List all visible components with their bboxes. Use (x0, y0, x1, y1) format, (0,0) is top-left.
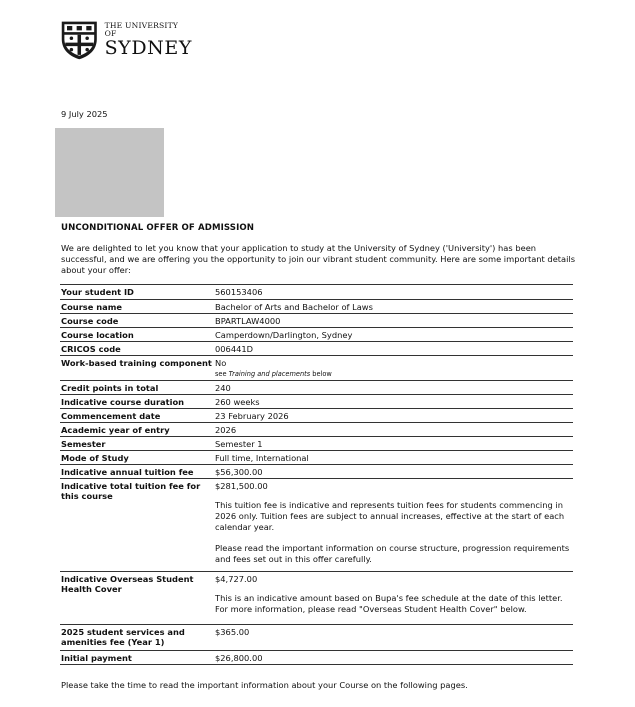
row-label: Indicative total tuition fee for this course (61, 481, 201, 501)
row-value: 2026 (215, 425, 237, 435)
row-label: Indicative annual tuition fee (61, 467, 194, 477)
row-value: $56,300.00 (215, 467, 263, 477)
intro-paragraph: We are delighted to let you know that your application to study at the University of Sydney ('University') has been successful, and we are offering you the opportunity to join our vibrant student community. Here are some important details about your offer: (61, 243, 576, 275)
row-value (214, 572, 573, 625)
row-label: Indicative Overseas Student Health Cover (61, 574, 194, 594)
row-label: Course code (61, 316, 119, 326)
row-value: BPARTLAW4000 (215, 316, 281, 326)
table-row (60, 625, 573, 651)
row-value: $365.00 (215, 627, 250, 637)
row-label: CRICOS code (61, 344, 121, 354)
row-label: 2025 student services and amenities fee (Year 1) (61, 627, 185, 647)
total-fee-note-1: This tuition fee is indicative and represents tuition fees for students commencing in 2026 only. Tuition fees are subject to annual increases, effective at the start of each calendar year. (215, 500, 565, 532)
row-label: Mode of Study (61, 453, 129, 463)
total-fee-notes (215, 500, 572, 565)
row-label: Course name (61, 302, 123, 312)
row-label: Your student ID (61, 287, 134, 297)
note-suffix: below (310, 370, 332, 378)
table-row (60, 651, 573, 665)
wordmark-line-2: SYDNEY (104, 37, 192, 60)
row-value: 006441D (215, 344, 254, 354)
row-label: Academic year of entry (61, 425, 170, 435)
note-prefix: see (215, 370, 229, 378)
row-value: Full time, International (215, 453, 309, 463)
student-photo-placeholder (55, 128, 164, 217)
wordmark-line-1: THE UNIVERSITY OF (104, 20, 179, 38)
row-value: Bachelor of Arts and Bachelor of Laws (215, 302, 373, 312)
table-row (60, 479, 573, 572)
row-value: Semester 1 (215, 439, 263, 449)
row-label: Commencement date (61, 411, 161, 421)
table-row (60, 395, 573, 409)
row-value: $26,800.00 (215, 653, 263, 663)
table-row (60, 465, 573, 479)
table-row (60, 300, 573, 314)
oshc-notes (215, 593, 572, 615)
table-row (60, 342, 573, 356)
table-row (60, 328, 573, 342)
table-row (60, 409, 573, 423)
letter-date: 9 July 2025 (61, 109, 108, 119)
total-fee-note-2: Please read the important information on course structure, progression requirements and fees set out in this offer carefully. (215, 543, 570, 564)
oshc-value: $4,727.00 (215, 574, 258, 584)
row-value (214, 356, 573, 381)
row-label: Initial payment (61, 653, 132, 663)
university-wordmark (105, 22, 192, 58)
row-value: 23 February 2026 (215, 411, 289, 421)
work-based-value: No (215, 358, 227, 368)
offer-details-table (60, 284, 573, 665)
work-based-note (215, 369, 572, 379)
oshc-note: This is an indicative amount based on Bupa's fee schedule at the date of this letter. For more information, please read "Overseas Student Health Cover" below. (215, 593, 563, 614)
row-value: Camperdown/Darlington, Sydney (215, 330, 353, 340)
table-row (60, 314, 573, 328)
note-link-text: Training and placements (228, 370, 311, 378)
row-value: 260 weeks (215, 397, 260, 407)
university-logo (60, 16, 192, 64)
row-label: Indicative course duration (61, 397, 185, 407)
row-label: Work-based training component (61, 358, 212, 368)
total-fee-value: $281,500.00 (215, 481, 268, 491)
table-row (60, 356, 573, 381)
table-row (60, 285, 573, 300)
table-row (60, 437, 573, 451)
university-crest-icon (60, 17, 99, 63)
row-value (214, 479, 573, 572)
table-row (60, 381, 573, 395)
table-row (60, 572, 573, 625)
footer-note: Please take the time to read the important information about your Course on the following pages. (61, 680, 468, 690)
offer-heading: UNCONDITIONAL OFFER OF ADMISSION (61, 223, 255, 233)
row-value: 240 (215, 383, 231, 393)
row-value: 560153406 (215, 287, 263, 297)
row-label: Course location (61, 330, 134, 340)
table-row (60, 451, 573, 465)
table-row (60, 423, 573, 437)
row-label: Credit points in total (61, 383, 159, 393)
row-label: Semester (61, 439, 106, 449)
